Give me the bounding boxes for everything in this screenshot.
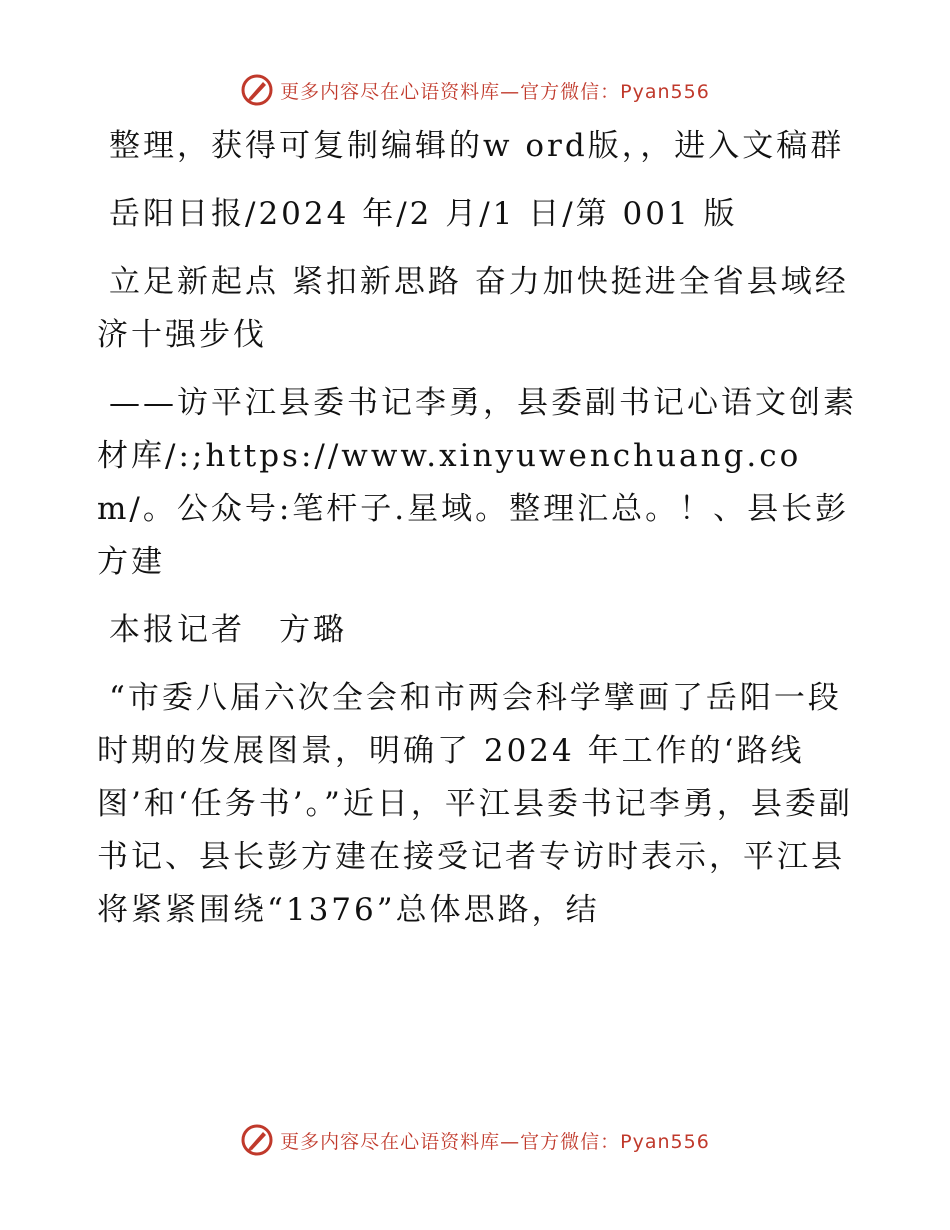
header-watermark-text: 更多内容尽在心语资料库—官方微信：Pyan556 bbox=[280, 80, 710, 103]
footer-watermark-text: 更多内容尽在心语资料库—官方微信：Pyan556 bbox=[280, 1130, 710, 1153]
article-body-paragraph: “市委八届六次全会和市两会科学擘画了岳阳一段时期的发展图景，明确了 2024 年工作的‘路线图’和‘任务书’。”近日，平江县委书记李勇，县委副书记、县长彭方建在接受记者专访时表示，平江县将紧紧围绕“1376”总体思路，结 bbox=[97, 680, 853, 928]
paragraph-source: 岳阳日报/2024 年/2 月/1 日/第 001 版 bbox=[109, 196, 738, 232]
article-title: 立足新起点 紧扣新思路 奋力加快挺进全省县域经济十强步伐 bbox=[97, 264, 849, 353]
article-subtitle: ——访平江县委书记李勇，县委副书记心语文创素材库/:;https://www.xinyuwenchuang.com/。公众号:笔杆子.星域。整理汇总。！、县长彭方建 bbox=[97, 385, 857, 580]
paragraph-note: 整理，获得可复制编辑的w ord版，，进入文稿群 bbox=[109, 128, 845, 164]
footer-watermark-banner bbox=[0, 1120, 950, 1160]
pen-logo-icon bbox=[240, 1123, 274, 1157]
header-watermark-banner bbox=[0, 70, 950, 110]
pen-logo-icon bbox=[240, 73, 274, 107]
reporter-byline: 本报记者 方璐 bbox=[109, 612, 347, 648]
document-body bbox=[97, 120, 857, 952]
